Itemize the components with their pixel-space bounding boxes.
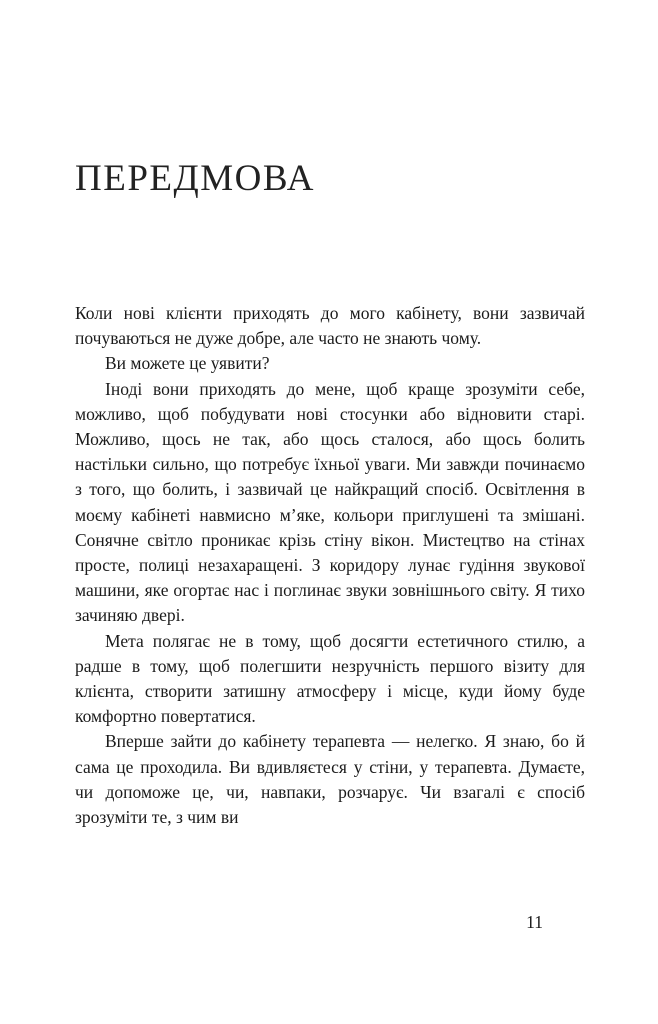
- paragraph: Ви можете це уявити?: [105, 353, 270, 374]
- page-number: 11: [526, 912, 543, 932]
- paragraph: Коли нові клієнти приходять до мого кабінету, вони зазвичай почуваються не дуже добре, але часто не знають чому.: [75, 303, 585, 349]
- paragraph: Мета полягає не в тому, щоб досягти естетичного стилю, а радше в тому, щоб полегшити незручність першого візиту для клієнта, створити затишну атмосферу і місце, куди йому буде комфортно повертатися.: [75, 630, 585, 727]
- paragraph: Іноді вони приходять до мене, щоб краще зрозуміти себе, можливо, щоб побудувати нові стосунки або відновити старі. Можливо, щось не так, або щось сталося, або щось болить настільки сильно, що потребує їхньої уваги. Ми завжди починаємо з того, що болить, і зазвичай це найкращий спосіб. Освітлення в моєму кабінеті навмисно м’яке, кольори приглушені та змішані. Сонячне світло проникає крізь стіну вікон. Мистецтво на стінах просте, полиці незахаращені. З коридору лунає гудіння звукової машини, яке огортає нас і поглинає звуки зовнішнього світу. Я тихо зачиняю двері.: [75, 378, 585, 626]
- paragraph: Вперше зайти до кабінету терапевта — нелегко. Я знаю, бо й сама це проходила. Ви вдивляєтеся у стіни, у терапевта. Думаєте, чи допоможе це, чи, навпаки, розчарує. Чи взагалі є спосіб зрозуміти те, з чим ви: [75, 731, 585, 828]
- page-title: ПЕРЕДМОВА: [75, 158, 315, 199]
- body-text: [75, 301, 585, 830]
